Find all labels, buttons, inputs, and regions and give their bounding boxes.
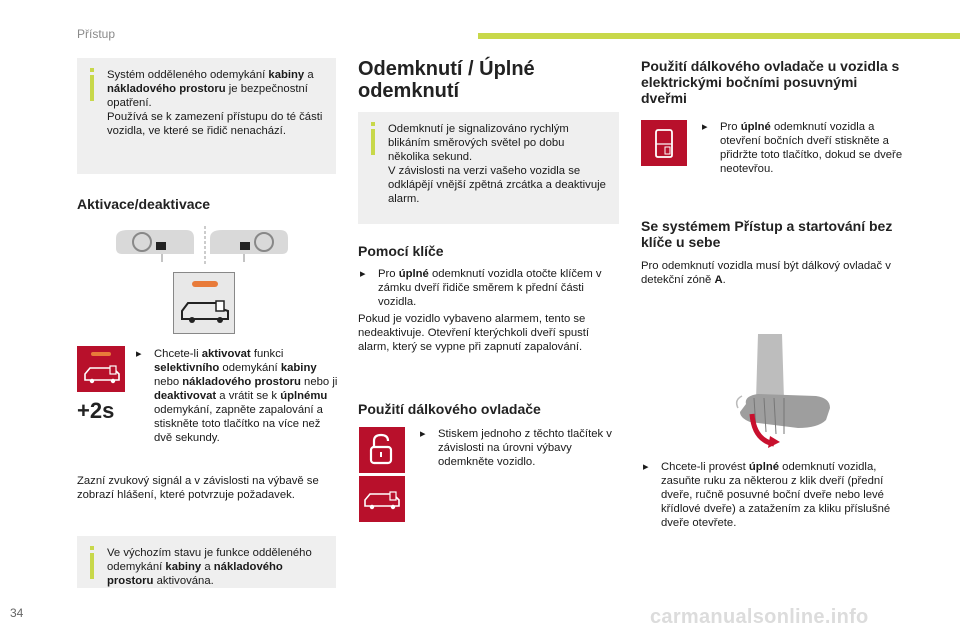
van-unlock-button-icon <box>77 346 125 392</box>
remote-bullet: ▸ Stiskem jednoho z těchto tlačítek v závislosti na úrovni výbavy odemkněte vozidlo. <box>420 428 612 468</box>
sound-signal-text: Zazní zvukový signál a v závislosti na výbavě se zobrazí hlášení, které potvrzuje požadavek. <box>77 475 319 501</box>
info-paragraph: Systém odděleného odemykání kabiny a nákladového prostoru je bezpečnostní opatření. <box>107 69 314 109</box>
info-unlock-p1: Odemknutí je signalizováno rychlým blikáním směrových světel po dobu několika sekund. <box>388 123 569 163</box>
key-alarm-text: Pokud je vozidlo vybaveno alarmem, tento se nedeaktivuje. Otevření kterýchkoli dveří spustí alarm, který se vypne při zapnutí zapalování. <box>358 313 590 353</box>
key-bullet: ▸ Pro úplné odemknutí vozidla otočte klíčem v zámku dveří řidiče směrem k přední části vozidla. <box>360 268 602 308</box>
remote-title: Použití dálkového ovladače <box>358 401 541 417</box>
sliding-door-button <box>641 120 687 166</box>
page-number: 34 <box>10 606 24 620</box>
watermark: carmanualsonline.info <box>650 606 869 628</box>
activation-bullet: ▸ Chcete-li aktivovat funkci selektivního odemykání kabiny nebo nákladového prostoru nebo ji deaktivovat a vrátit se k úplnému odemykání, zapněte zapalování a stiskněte toto tlačítko na více než dvě sekundy. <box>136 348 338 444</box>
van-unlock-button-icon <box>174 273 236 335</box>
activation-title: Aktivace/deaktivace <box>77 196 211 212</box>
sliding-door-bullet: ▸ Pro úplné odemknutí vozidla a otevření bočních dveří stiskněte a přidržte toto tlačítko, dokud se dveře neotevřou. <box>702 121 903 175</box>
info-default-paragraph: Ve výchozím stavu je funkce odděleného odemykání kabiny a nákladového prostoru aktivována. <box>107 547 312 587</box>
section-accent-bar <box>478 33 960 39</box>
van-unlock-icon <box>359 476 405 522</box>
check-arrow-icon: ▸ <box>643 461 649 473</box>
padlock-button <box>359 427 405 473</box>
unlock-title: Odemknutí / Úplné odemknutí <box>358 58 535 102</box>
keyless-text: Pro odemknutí vozidla musí být dálkový ovladač v detekční zóně A. <box>641 260 891 286</box>
info-box-unlock-signal <box>358 112 619 224</box>
van-unlock-button-panel <box>173 272 235 334</box>
check-arrow-icon: ▸ <box>702 121 708 133</box>
door-handle-bullet: ▸ Chcete-li provést úplné odemknutí vozidla, zasuňte ruku za některou z klik dveří (přední dveře, ručně posuvné boční dveře nebo levé křídlové dveře) a zatažením za kliku příslušné dveře otevřete. <box>643 461 891 529</box>
van-unlock-remote-button <box>359 476 405 522</box>
info-icon <box>369 122 377 156</box>
sliding-door-icon <box>641 120 687 166</box>
dashboard-seat-icon <box>112 224 292 268</box>
sliding-door-title: Použití dálkového ovladače u vozidla s elektrickými bočními posuvnými dveřmi <box>641 58 900 106</box>
info-icon <box>88 546 96 580</box>
info-paragraph-2: Používá se k zamezení přístupu do té části vozidla, ve které se řidič nenachází. <box>107 111 323 137</box>
info-icon <box>88 68 96 102</box>
van-lock-button <box>77 346 125 392</box>
check-arrow-icon: ▸ <box>420 428 426 440</box>
info-box-selective-unlock <box>77 58 336 174</box>
check-arrow-icon: ▸ <box>136 348 142 360</box>
two-seconds-label: +2s <box>77 398 115 423</box>
check-arrow-icon: ▸ <box>360 268 366 280</box>
padlock-open-icon <box>359 427 405 473</box>
keyless-title: Se systémem Přístup a startování bez klíče u sebe <box>641 218 893 250</box>
info-unlock-p2: V závislosti na verzi vašeho vozidla se odklápějí vnější zpětná zrcátka a deaktivuje alarm. <box>388 165 606 205</box>
info-box-default <box>77 536 336 588</box>
section-title: Přístup <box>77 27 116 41</box>
hand-door-handle-icon <box>718 330 834 454</box>
key-title: Pomocí klíče <box>358 243 444 259</box>
